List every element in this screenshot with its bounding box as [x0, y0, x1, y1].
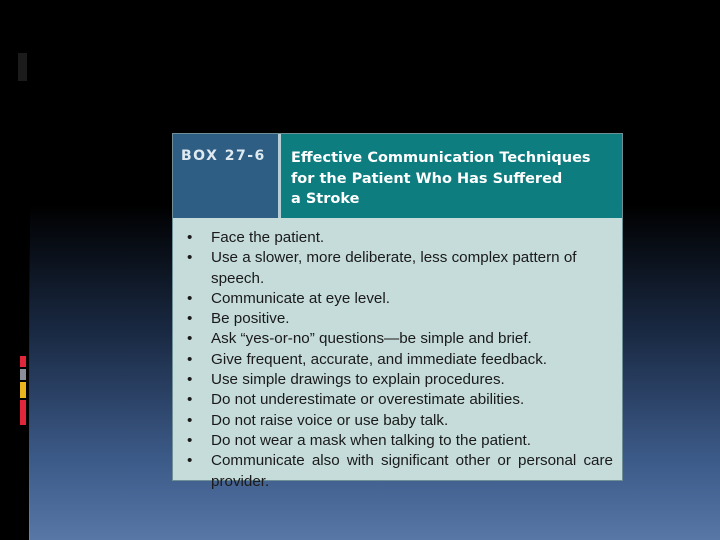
list-item: • Give frequent, accurate, and immediate feedback. — [187, 350, 613, 370]
left-sidebar-strip — [0, 0, 30, 540]
box-header — [173, 134, 622, 218]
box-title-line: a Stroke — [291, 191, 360, 207]
list-item: • Face the patient. — [187, 228, 613, 248]
slide-color-markers — [20, 356, 26, 427]
gray-marker — [20, 369, 26, 380]
box-label-panel — [173, 134, 281, 218]
technique-list — [187, 228, 613, 492]
box-title — [291, 148, 616, 210]
box-number-label: BOX 27-6 — [181, 148, 266, 164]
red-marker-long — [20, 400, 26, 425]
slide-marker-block — [18, 53, 27, 81]
list-item: • Use simple drawings to explain procedures. — [187, 370, 613, 390]
list-item: • Communicate at eye level. — [187, 289, 613, 309]
yellow-marker — [20, 382, 26, 398]
box-title-line: Effective Communication Techniques — [291, 150, 591, 166]
list-item: • Communicate also with significant other or personal care provider. — [187, 451, 613, 492]
red-marker — [20, 356, 26, 367]
list-item: • Do not underestimate or overestimate abilities. — [187, 390, 613, 410]
list-item: • Do not wear a mask when talking to the patient. — [187, 431, 613, 451]
box-title-line: for the Patient Who Has Suffered — [291, 170, 563, 187]
list-item: • Be positive. — [187, 309, 613, 329]
info-box — [172, 133, 623, 490]
left-edge-line — [29, 0, 30, 540]
list-item: • Use a slower, more deliberate, less complex pattern of speech. — [187, 248, 613, 289]
list-item: • Ask “yes-or-no” questions—be simple and brief. — [187, 329, 613, 349]
list-item: • Do not raise voice or use baby talk. — [187, 411, 613, 431]
